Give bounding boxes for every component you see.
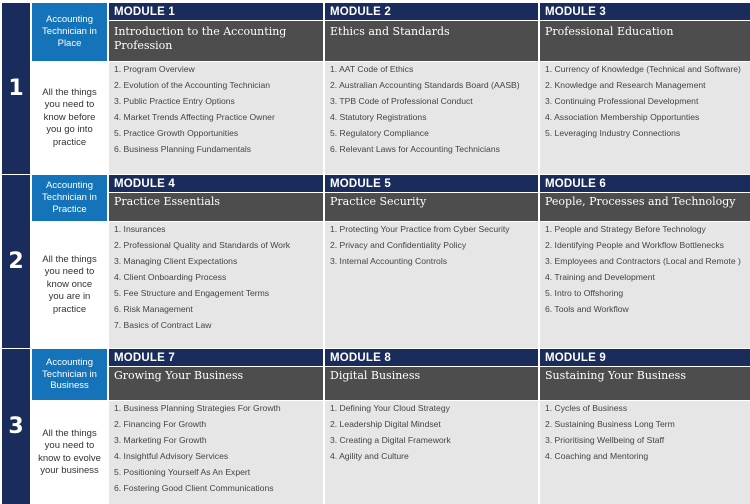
module-topic-list — [109, 222, 323, 348]
stage-description: All the things you need to know once you are in practice — [32, 222, 107, 348]
topic-item: 1. Protecting Your Practice from Cyber Security — [330, 224, 510, 234]
module-label: MODULE 7 — [109, 349, 323, 366]
stage-number: 3 — [2, 349, 30, 504]
topic-item: 3. Internal Accounting Controls — [330, 256, 448, 267]
module-title: Ethics and Standards — [325, 21, 538, 61]
topic-item: 1. Cycles of Business — [545, 403, 628, 413]
topic-item: 1. AAT Code of Ethics — [330, 64, 414, 74]
topic-item: 6. Tools and Workflow — [545, 304, 629, 315]
module-label: MODULE 2 — [325, 3, 538, 20]
module-label: MODULE 1 — [109, 3, 323, 20]
topic-item: 3. Public Practice Entry Options — [114, 96, 235, 107]
modules-table — [2, 3, 748, 496]
module-title: Practice Essentials — [109, 193, 323, 221]
module-title: Digital Business — [325, 367, 538, 400]
module-topic-list — [109, 62, 323, 174]
topic-item: 6. Risk Management — [114, 304, 193, 315]
topic-item: 5. Regulatory Compliance — [330, 128, 429, 139]
topic-item: 1. People and Strategy Before Technology — [545, 224, 706, 234]
topic-item: 5. Intro to Offshoring — [545, 288, 624, 299]
topic-item: 4. Client Onboarding Process — [114, 272, 227, 283]
topic-item: 3. Creating a Digital Framework — [330, 435, 451, 446]
stage-number: 2 — [2, 175, 30, 348]
topic-item: 3. Prioritising Wellbeing of Staff — [545, 435, 665, 446]
topic-item: 4. Agility and Culture — [330, 451, 409, 462]
topic-item: 4. Market Trends Affecting Practice Owner — [114, 112, 275, 123]
topic-item: 2. Financing For Growth — [114, 419, 207, 430]
stage-tag: Accounting Technician in Place — [32, 3, 107, 61]
module-label: MODULE 4 — [109, 175, 323, 192]
topic-item: 1. Insurances — [114, 224, 166, 234]
module-label: MODULE 9 — [540, 349, 750, 366]
topic-item: 2. Australian Accounting Standards Board (AASB) — [330, 80, 520, 91]
topic-item: 4. Association Membership Opportunties — [545, 112, 700, 123]
topic-item: 2. Knowledge and Research Management — [545, 80, 706, 91]
topic-item: 5. Leveraging Industry Connections — [545, 128, 681, 139]
module-label: MODULE 3 — [540, 3, 750, 20]
topic-item: 4. Training and Development — [545, 272, 655, 283]
module-title: Growing Your Business — [109, 367, 323, 400]
topic-item: 1. Currency of Knowledge (Technical and Software) — [545, 64, 741, 74]
stage-number: 1 — [2, 3, 30, 174]
topic-item: 1. Program Overview — [114, 64, 195, 74]
topic-item: 5. Positioning Yourself As An Expert — [114, 467, 251, 478]
topic-item: 2. Sustaining Business Long Term — [545, 419, 675, 430]
module-title: Professional Education — [540, 21, 750, 61]
topic-item: 2. Professional Quality and Standards of Work — [114, 240, 291, 251]
module-topic-list — [109, 401, 323, 504]
topic-item: 2. Privacy and Confidentiality Policy — [330, 240, 467, 251]
topic-item: 2. Evolution of the Accounting Technician — [114, 80, 271, 91]
topic-item: 3. Continuing Professional Development — [545, 96, 699, 107]
topic-item: 3. Managing Client Expectations — [114, 256, 238, 267]
topic-item: 5. Fee Structure and Engagement Terms — [114, 288, 270, 299]
module-topic-list — [540, 401, 750, 504]
topic-item: 4. Statutory Registrations — [330, 112, 427, 123]
module-topic-list — [325, 401, 538, 504]
topic-item: 2. Leadership Digital Mindset — [330, 419, 441, 430]
stage-description: All the things you need to know to evolve your business — [32, 401, 107, 504]
module-topic-list — [325, 62, 538, 174]
topic-item: 1. Defining Your Cloud Strategy — [330, 403, 450, 413]
stage-tag: Accounting Technician in Practice — [32, 175, 107, 221]
module-title: Introduction to the Accounting Profession — [109, 21, 323, 61]
topic-item: 7. Basics of Contract Law — [114, 320, 212, 331]
module-title: Sustaining Your Business — [540, 367, 750, 400]
topic-item: 6. Fostering Good Client Communications — [114, 483, 274, 494]
stage-tag: Accounting Technician in Business — [32, 349, 107, 400]
topic-item: 6. Business Planning Fundamentals — [114, 144, 252, 155]
module-label: MODULE 8 — [325, 349, 538, 366]
module-title: People, Processes and Technology — [540, 193, 750, 221]
stage-description: All the things you need to know before you go into practice — [32, 62, 107, 174]
module-title: Practice Security — [325, 193, 538, 221]
module-topic-list — [540, 222, 750, 348]
topic-item: 2. Identifying People and Workflow Bottlenecks — [545, 240, 724, 251]
module-topic-list — [325, 222, 538, 348]
topic-item: 4. Coaching and Mentoring — [545, 451, 649, 462]
topic-item: 3. Marketing For Growth — [114, 435, 207, 446]
topic-item: 6. Relevant Laws for Accounting Technicians — [330, 144, 500, 155]
topic-item: 1. Business Planning Strategies For Growth — [114, 403, 281, 413]
topic-item: 4. Insightful Advisory Services — [114, 451, 229, 462]
topic-item: 3. Employees and Contractors (Local and Remote ) — [545, 256, 741, 267]
module-label: MODULE 5 — [325, 175, 538, 192]
module-topic-list — [540, 62, 750, 174]
module-label: MODULE 6 — [540, 175, 750, 192]
topic-item: 5. Practice Growth Opportunities — [114, 128, 239, 139]
topic-item: 3. TPB Code of Professional Conduct — [330, 96, 473, 107]
